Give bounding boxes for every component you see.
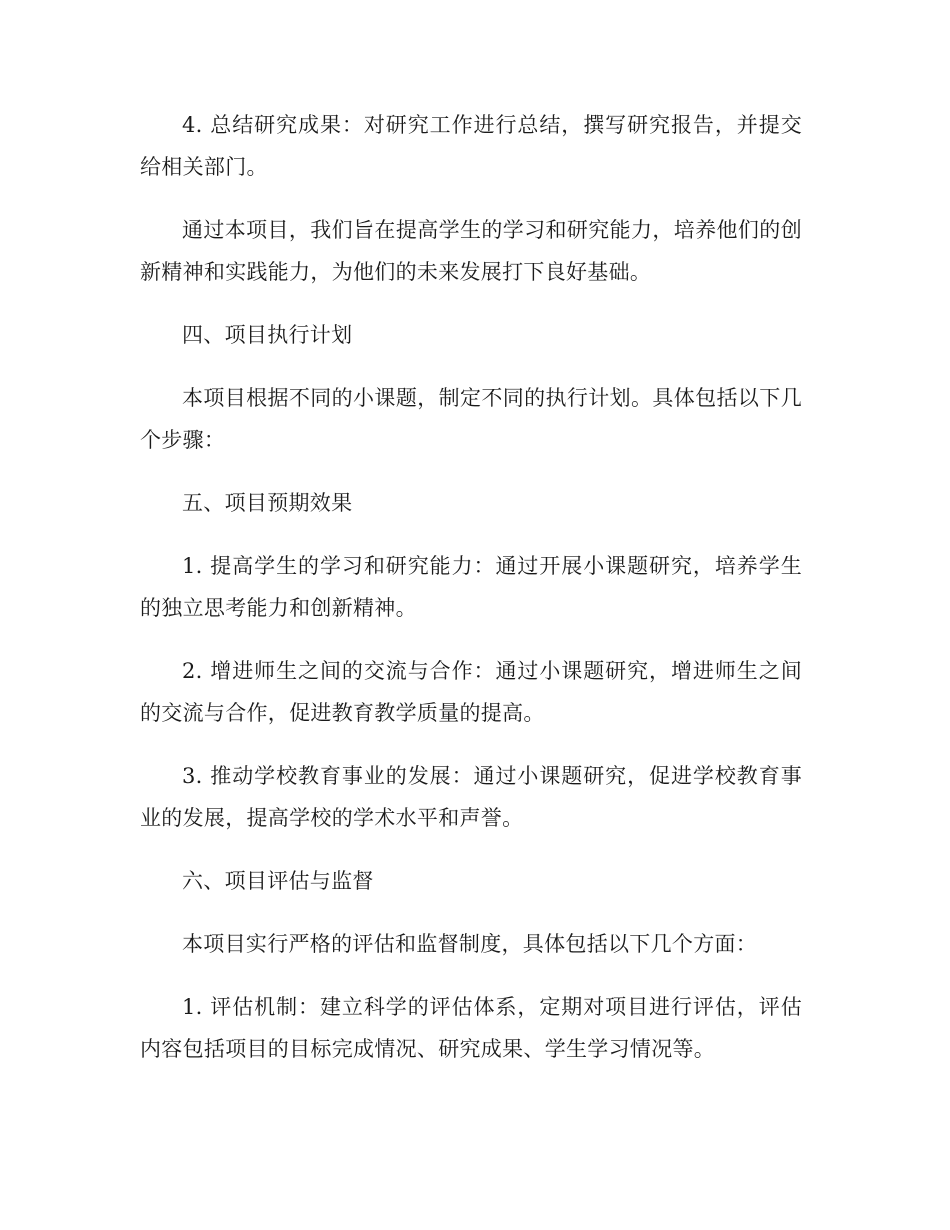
section-heading-evaluation: 六、项目评估与监督 <box>182 869 374 893</box>
list-item-effect-1: 1. 提高学生的学习和研究能力：通过开展小课题研究，培养学生的独立思考能力和创新精神。 <box>140 554 802 620</box>
paragraph-evaluation-intro: 本项目实行严格的评估和监督制度，具体包括以下几个方面： <box>182 932 758 956</box>
list-item-effect-3: 3. 推动学校教育事业的发展：通过小课题研究，促进学校教育事业的发展，提高学校的学术水平和声誉。 <box>140 764 802 830</box>
section-heading-expected-effects: 五、项目预期效果 <box>182 491 353 515</box>
list-item-effect-2: 2. 增进师生之间的交流与合作：通过小课题研究，增进师生之间的交流与合作，促进教育教学质量的提高。 <box>140 659 802 725</box>
list-item-summarize-results: 4. 总结研究成果：对研究工作进行总结，撰写研究报告，并提交给相关部门。 <box>140 113 802 179</box>
paragraph-execution-plan: 本项目根据不同的小课题，制定不同的执行计划。具体包括以下几个步骤： <box>140 386 802 452</box>
section-heading-execution-plan: 四、项目执行计划 <box>182 323 353 347</box>
paragraph-project-goal: 通过本项目，我们旨在提高学生的学习和研究能力，培养他们的创新精神和实践能力，为他们的未来发展打下良好基础。 <box>140 218 802 284</box>
list-item-evaluation-1: 1. 评估机制：建立科学的评估体系，定期对项目进行评估，评估内容包括项目的目标完成情况、研究成果、学生学习情况等。 <box>140 995 802 1061</box>
document-body <box>140 104 802 1091</box>
